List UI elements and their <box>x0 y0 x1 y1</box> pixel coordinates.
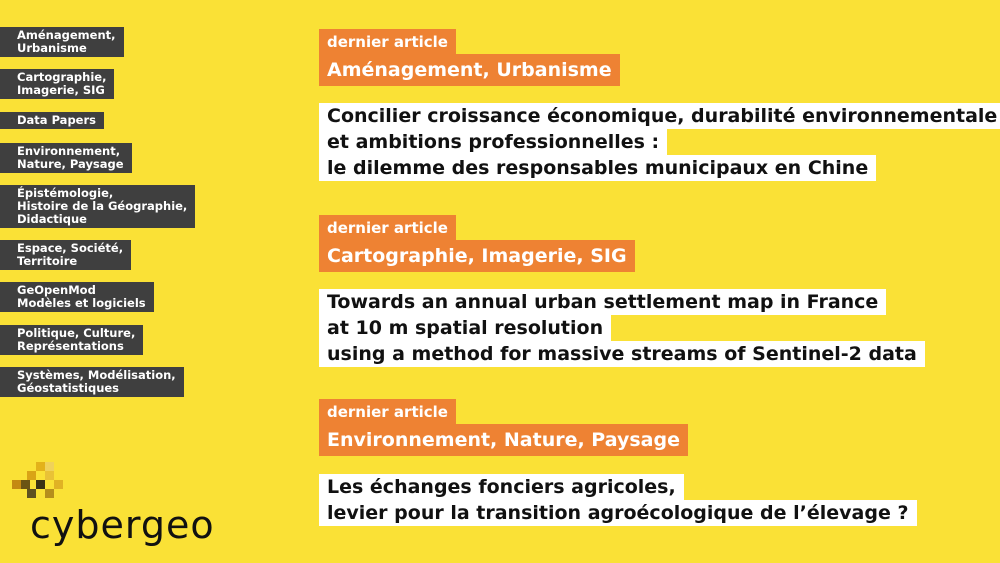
article-topic-link[interactable]: Aménagement, Urbanisme <box>319 54 620 86</box>
article-title-line[interactable]: Concilier croissance économique, durabilité environnementale <box>319 103 1000 129</box>
latest-article-tag: dernier article <box>319 29 456 55</box>
article-topic-link[interactable]: Environnement, Nature, Paysage <box>319 424 688 456</box>
sidebar-item-systemes-modelisation[interactable]: Systèmes, Modélisation, Géostatistiques <box>0 367 184 397</box>
article-title-line[interactable]: at 10 m spatial resolution <box>319 315 611 341</box>
sidebar-item-geopenmod[interactable]: GeOpenMod Modèles et logiciels <box>0 282 154 312</box>
cybergeo-logo[interactable]: cybergeo <box>30 503 215 547</box>
article-title-line[interactable]: le dilemme des responsables municipaux en Chine <box>319 155 876 181</box>
sidebar-item-amenagement-urbanisme[interactable]: Aménagement, Urbanisme <box>0 27 124 57</box>
article-title-line[interactable]: Towards an annual urban settlement map in France <box>319 289 886 315</box>
latest-article-tag: dernier article <box>319 215 456 241</box>
pixel-mosaic-icon <box>12 462 62 502</box>
sidebar-item-politique-culture-representations[interactable]: Politique, Culture, Représentations <box>0 325 143 355</box>
latest-article-tag: dernier article <box>319 399 456 425</box>
sidebar-item-data-papers[interactable]: Data Papers <box>0 112 104 129</box>
sidebar-item-espace-societe-territoire[interactable]: Espace, Société, Territoire <box>0 240 131 270</box>
sidebar-item-cartographie-imagerie-sig[interactable]: Cartographie, Imagerie, SIG <box>0 69 114 99</box>
article-title-line[interactable]: levier pour la transition agroécologique de l’élevage ? <box>319 500 917 526</box>
article-topic-link[interactable]: Cartographie, Imagerie, SIG <box>319 240 635 272</box>
article-title-line[interactable]: Les échanges fonciers agricoles, <box>319 474 684 500</box>
sidebar-item-epistemologie[interactable]: Épistémologie, Histoire de la Géographie, Didactique <box>0 185 195 228</box>
article-title-line[interactable]: et ambitions professionnelles : <box>319 129 667 155</box>
article-title-line[interactable]: using a method for massive streams of Sentinel-2 data <box>319 341 925 367</box>
sidebar-item-environnement-nature-paysage[interactable]: Environnement, Nature, Paysage <box>0 143 132 173</box>
